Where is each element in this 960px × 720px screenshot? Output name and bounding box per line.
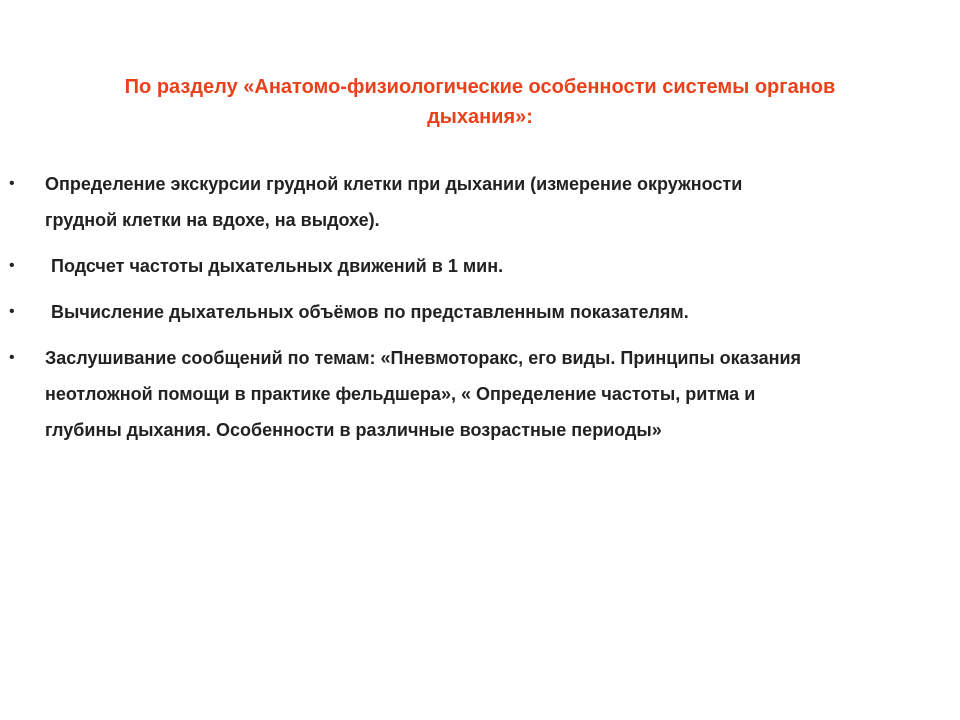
list-item-respiratory-rate [0, 248, 900, 284]
slide-title-line-2: дыхания»: [427, 106, 533, 128]
list-item-text: Подсчет частоты дыхательных движений в 1 мин. [51, 256, 504, 276]
slide-title [60, 72, 900, 132]
list-item-text: грудной клетки на вдохе, на выдохе). [45, 210, 380, 230]
list-item-text: глубины дыхания. Особенности в различные возрастные периоды» [45, 420, 662, 440]
list-item-text: Определение экскурсии грудной клетки при дыхании (измерение окружности [45, 174, 743, 194]
bullet-icon: • [9, 303, 15, 320]
list-item-reports [0, 340, 900, 448]
bullet-icon: • [9, 175, 15, 192]
bullet-icon: • [9, 257, 15, 274]
list-item-volumes [0, 294, 900, 330]
list-item-excursion [0, 166, 900, 238]
bullet-icon: • [9, 349, 15, 366]
bullet-list [0, 166, 900, 458]
list-item-text: Заслушивание сообщений по темам: «Пневмоторакс, его виды. Принципы оказания [45, 348, 802, 368]
slide-title-line-1: По разделу «Анатомо-физиологические особенности системы органов [124, 76, 836, 98]
list-item-text: неотложной помощи в практике фельдшера», « Определение частоты, ритма и [45, 384, 756, 404]
list-item-text: Вычисление дыхательных объёмов по представленным показателям. [51, 302, 689, 322]
